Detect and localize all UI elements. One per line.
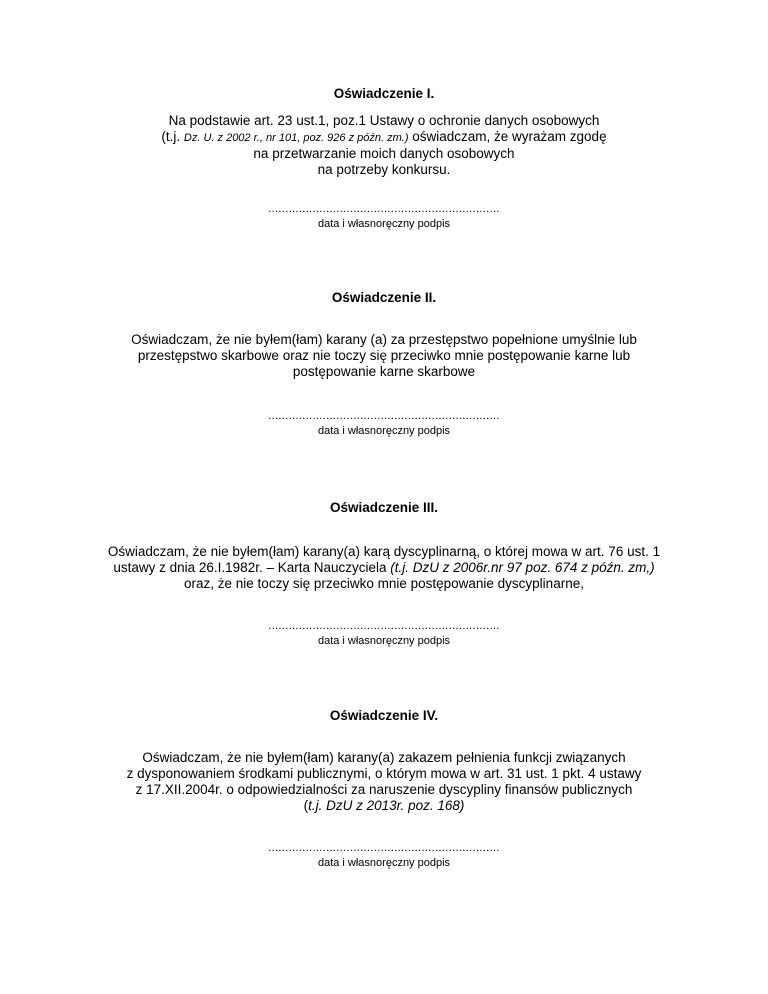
paragraph-line: Oświadczam, że nie byłem(łam) karany(a) karą dyscyplinarną, o której mowa w art. 76 ust. 1 [107, 544, 661, 559]
signature-line: .................................................................... [268, 410, 500, 422]
signature-line: .................................................................... [268, 842, 500, 854]
text-span: (t.j. [161, 129, 184, 144]
paragraph-line: przestępstwo skarbowe oraz nie toczy się przeciwko mnie postępowanie karne lub [137, 348, 631, 363]
signature-caption: data i własnoręczny podpis [317, 635, 451, 647]
paragraph-line: z dysponowaniem środkami publicznymi, o którym mowa w art. 31 ust. 1 pkt. 4 ustawy [126, 766, 642, 781]
signature-line: .................................................................... [268, 620, 500, 632]
paragraph-line: oraz, że nie toczy się przeciwko mnie postępowanie dyscyplinarne, [184, 576, 584, 591]
text-span: ( [303, 798, 309, 813]
heading-oswiadczenie-1: Oświadczenie I. [333, 86, 435, 101]
paragraph-oswiadczenie-1 [0, 113, 768, 178]
paragraph-line: Oświadczam, że nie byłem(łam) karany(a) zakazem pełnienia funkcji związanych [142, 750, 626, 765]
text-span: oświadczam, że wyrażam zgodę [408, 129, 607, 144]
paragraph-line: na przetwarzanie moich danych osobowych [253, 146, 515, 161]
paragraph-line [0, 560, 768, 576]
signature-line: .................................................................... [268, 203, 500, 215]
paragraph-line: na potrzeby konkursu. [317, 162, 451, 177]
paragraph-line [0, 798, 768, 814]
signature-caption: data i własnoręczny podpis [317, 857, 451, 869]
text-span: ustawy z dnia 26.I.1982r. – Karta Nauczyciela [113, 560, 391, 575]
signature-caption: data i własnoręczny podpis [317, 425, 451, 437]
paragraph-line: postępowanie karne skarbowe [292, 364, 476, 379]
legal-citation: t.j. DzU z 2013r. poz. 168) [308, 798, 465, 813]
legal-citation: Dz. U. z 2002 r., nr 101, poz. 926 z późn. zm.) [183, 132, 409, 144]
paragraph-oswiadczenie-4 [0, 750, 768, 814]
heading-oswiadczenie-3: Oświadczenie III. [329, 500, 439, 515]
legal-citation: (t.j. DzU z 2006r.nr 97 poz. 674 z późn. zm,) [390, 560, 655, 575]
paragraph-line [0, 129, 768, 146]
paragraph-line: Oświadczam, że nie byłem(łam) karany (a) za przestępstwo popełnione umyślnie lub [131, 332, 637, 347]
paragraph-oswiadczenie-3 [0, 544, 768, 592]
paragraph-line: z 17.XII.2004r. o odpowiedzialności za naruszenie dyscypliny finansów publicznych [135, 782, 633, 797]
paragraph-oswiadczenie-2 [0, 332, 768, 380]
paragraph-line: Na podstawie art. 23 ust.1, poz.1 Ustawy o ochronie danych osobowych [168, 113, 600, 128]
heading-oswiadczenie-2: Oświadczenie II. [331, 290, 437, 305]
signature-caption: data i własnoręczny podpis [317, 218, 451, 230]
heading-oswiadczenie-4: Oświadczenie IV. [329, 708, 439, 723]
